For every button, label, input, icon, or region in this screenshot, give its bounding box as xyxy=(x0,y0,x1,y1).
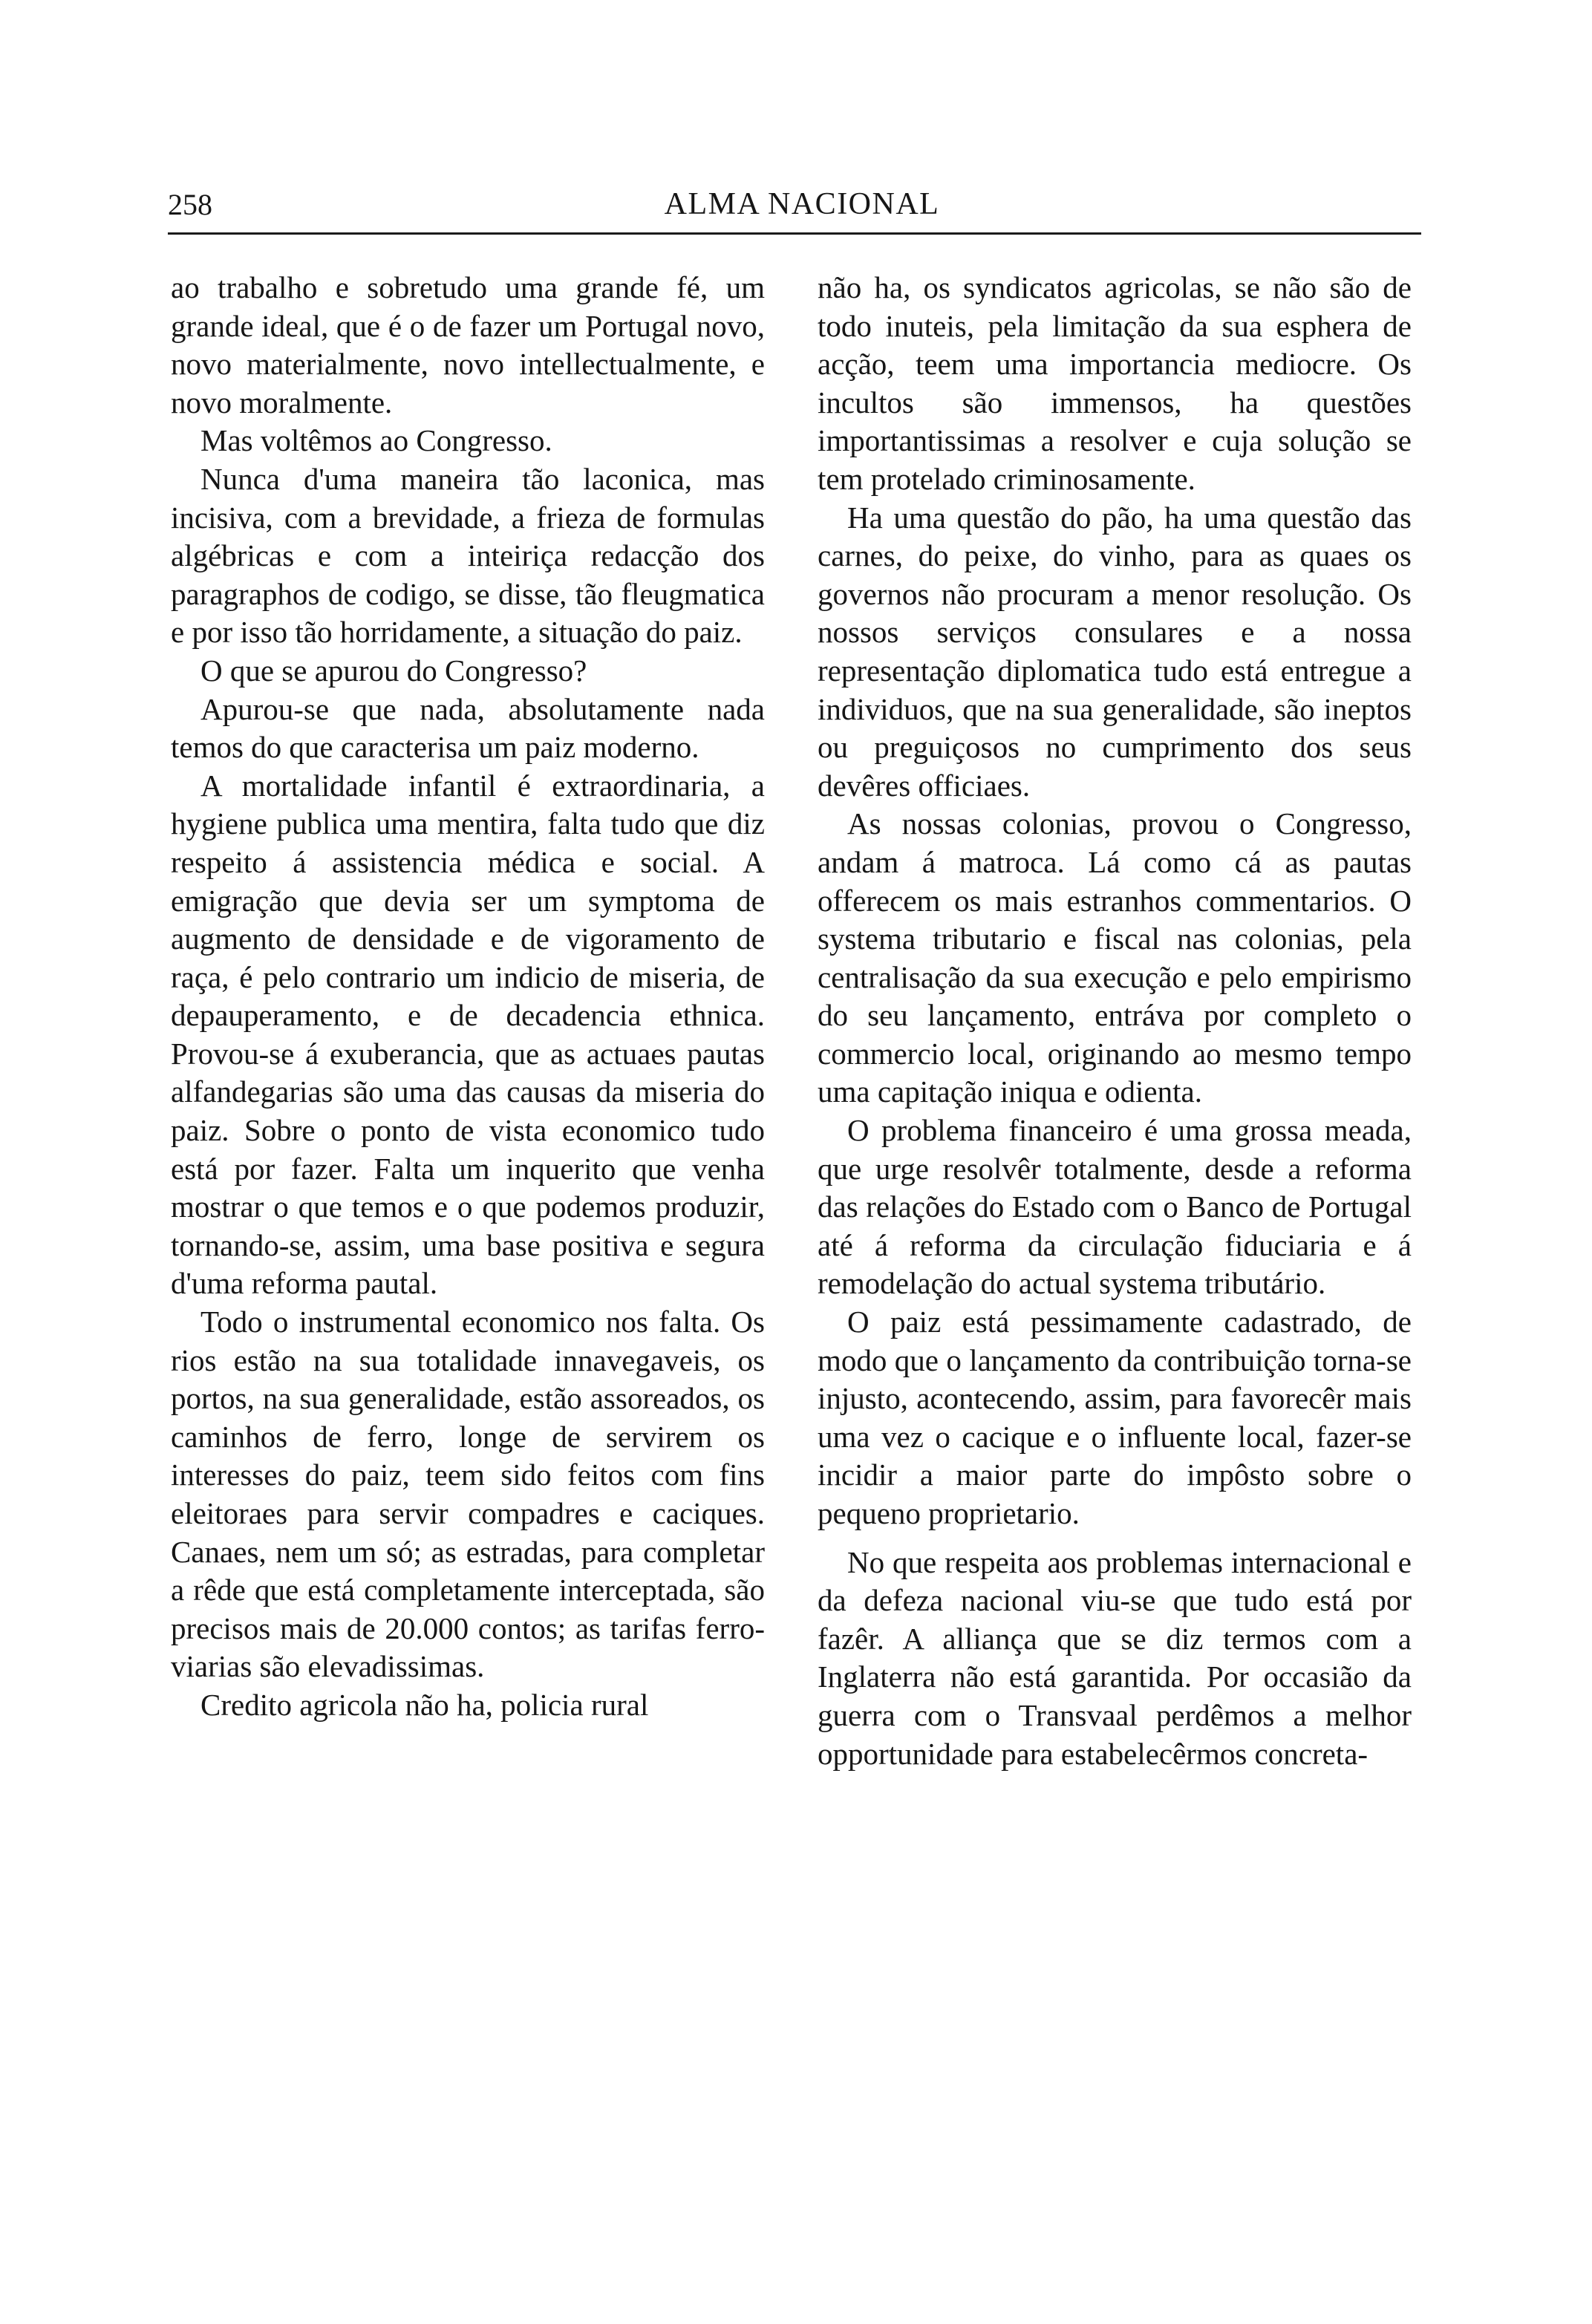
paragraph: O paiz está pessimamente cadastrado, de modo que o lançamento da contribuição torna-se injusto, acontecendo, assim, para favorecêr mais uma vez o cacique e o influente local, fazer-se incidir a maior parte do impôsto sobre o pequeno proprietario. xyxy=(818,1305,1412,1530)
paragraph: Nunca d'uma maneira tão laconica, mas incisiva, com a brevidade, a frieza de formulas algébricas e com a inteiriça redacção dos paragraphos de codigo, se disse, tão fleugmatica e por isso tão horridamente, a situação do paiz. xyxy=(171,461,765,650)
paragraph: No que respeita aos problemas internacional e da defeza nacional viu-se que tudo está por fazêr. A alliança que se diz termos com a Inglaterra não está garantida. Por occasião da guerra com o Transvaal perdêmos a melhor opportunidade para estabelecêrmos concreta- xyxy=(818,1544,1412,1771)
left-column xyxy=(171,269,765,1725)
paragraph: Apurou-se que nada, absolutamente nada temos do que caracterisa um paiz moderno. xyxy=(171,691,765,765)
paragraph: ao trabalho e sobretudo uma grande fé, um grande ideal, que é o de fazer um Portugal novo, novo materialmente, novo intellectualmente, e novo moralmente. xyxy=(171,270,765,420)
right-column xyxy=(818,269,1412,1773)
paragraph: Credito agricola não ha, policia rural xyxy=(200,1687,649,1722)
paragraph: O que se apurou do Congresso? xyxy=(200,653,587,688)
paragraph: As nossas colonias, provou o Congresso, andam á matroca. Lá como cá as pautas offerecem os mais estranhos commentarios. O systema tributario e fiscal nas colonias, pela centralisação da sua execução e pelo empirismo do seu lançamento, entráva por completo o commercio local, originando ao mesmo tempo uma capitação iniqua e odienta. xyxy=(818,806,1412,1109)
paragraph: Mas voltêmos ao Congresso. xyxy=(200,423,552,458)
paragraph: O problema financeiro é uma grossa meada, que urge resolvêr totalmente, desde a reforma das relações do Estado com o Banco de Portugal até á reforma da circulação fiduciaria e á remodelação do actual systema tributário. xyxy=(818,1113,1412,1301)
paragraph: A mortalidade infantil é extraordinaria, a hygiene publica uma mentira, falta tudo que diz respeito á assistencia médica e social. A emigração que devia ser um symptoma de augmento de densidade e de vigoramento de raça, é pelo contrario um indicio de miseria, de depauperamento, e de decadencia ethnica. Provou-se á exuberancia, que as actuaes pautas alfandegarias são uma das causas da miseria do paiz. Sobre o ponto de vista economico tudo está por fazer. Falta um inquerito que venha mostrar o que temos e o que podemos produzir, tornando-se, assim, uma base positiva e segura d'uma reforma pautal. xyxy=(171,768,765,1301)
running-head: ALMA NACIONAL xyxy=(664,187,940,221)
paragraph: Ha uma questão do pão, ha uma questão das carnes, do peixe, do vinho, para as quaes os governos não procuram a menor resolução. Os nossos serviços consulares e a nossa representação diplomatica tudo está entregue a individuos, que na sua generalidade, são ineptos ou preguiçosos no cumprimento dos seus devêres officiaes. xyxy=(818,500,1412,803)
paragraph: não ha, os syndicatos agricolas, se não são de todo inuteis, pela limitação da sua esphera de acção, teem uma importancia mediocre. Os incultos são immensos, ha questões importantissimas a resolver e cuja solução se tem protelado criminosamente. xyxy=(818,270,1412,496)
page-number: 258 xyxy=(168,188,212,221)
paragraph: Todo o instrumental economico nos falta. Os rios estão na sua totalidade innavegaveis, os portos, na sua generalidade, estão assoreados, os caminhos de ferro, longe de servirem os interesses do paiz, teem sido feitos com fins eleitoraes para servir compadres e caciques. Canaes, nem um só; as estradas, para completar a rêde que está completamente interceptada, são precisos mais de 20.000 contos; as tarifas ferro-viarias são elevadissimas. xyxy=(171,1305,765,1684)
header-rule xyxy=(168,232,1421,235)
